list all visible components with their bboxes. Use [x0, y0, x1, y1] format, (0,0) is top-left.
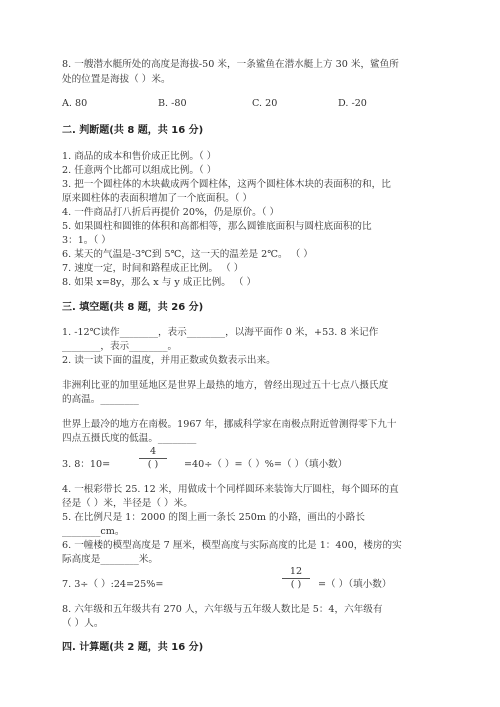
fill-q1-line2: ________，表示________。	[62, 341, 178, 352]
fill-q3-fraction	[136, 446, 170, 471]
option-c: C. 20	[252, 98, 278, 109]
option-b: B. -80	[158, 98, 187, 109]
fill-q1-line1: 1. -12℃读作________，表示________，以海平面作 0 米，+53. 8 米记作	[62, 327, 379, 338]
option-a: A. 80	[62, 98, 88, 109]
fill-q3-prefix: 3. 8：10=	[62, 459, 111, 470]
fraction-denominator: ( )	[147, 459, 159, 470]
judgement-item: 1. 商品的成本和售价成正比例。（ ）	[62, 151, 217, 162]
fill-paragraph1-line2: 的高温。________	[62, 394, 139, 405]
fill-q6-line2: 际高度是________米。	[62, 554, 158, 565]
fill-q7-prefix: 7. 3÷（ ）:24=25%=	[62, 579, 164, 590]
fill-paragraph2-line2: 四点五摄氏度的低温。________	[62, 433, 197, 444]
fraction-numerator: 12	[289, 566, 303, 577]
fill-paragraph1-line1: 非洲利比亚的加里延地区是世界上最热的地方，曾经出现过五十七点八摄氏度	[62, 380, 389, 391]
section-heading-judgement: 二. 判断题(共 8 题，共 16 分)	[62, 125, 204, 136]
fill-q4-line1: 4. 一根彩带长 25. 12 米，用做成十个同样圆环来装饰大厅圆柱，每个圆环的直	[62, 484, 399, 495]
q8-choice-line1: 8. 一艘潜水艇所处的高度是海拔-50 米，一条鲨鱼在潜水艇上方 30 米，鲨鱼所	[62, 59, 399, 70]
section-heading-fill-blank: 三. 填空题(共 8 题，共 26 分)	[62, 302, 204, 313]
judgement-item: 3：1。（ ）	[62, 235, 111, 246]
judgement-item: 3. 把一个圆柱体的木块截成两个圆柱体，这两个圆柱体木块的表面积的和，比	[62, 179, 391, 190]
section-heading-calculation: 四. 计算题(共 2 题，共 16 分)	[62, 642, 204, 653]
fill-q4-line2: 径是（ ）米，半径是（ ）米。	[62, 498, 193, 509]
q8-choice-line2: 处的位置是海拔（ ）米。	[62, 74, 171, 85]
fraction-numerator: 4	[149, 446, 157, 457]
fill-q8-line2: （ ）人。	[62, 618, 104, 629]
judgement-item: 5. 如果圆柱和圆锥的体积和高都相等，那么圆锥底面积与圆柱底面积的比	[62, 221, 372, 232]
judgement-item: 2. 任意两个比都可以组成比例。（ ）	[62, 165, 217, 176]
fill-q8-line1: 8. 六年级和五年级共有 270 人，六年级与五年级人数比是 5：4，六年级有	[62, 604, 383, 615]
fill-q7-suffix: =（ ）（填小数）	[318, 579, 392, 590]
fill-q2: 2. 读一读下面的温度，并用正数或负数表示出来。	[62, 355, 276, 366]
fill-paragraph2-line1: 世界上最冷的地方在南极。1967 年，挪威科学家在南极点附近曾测得零下九十	[62, 419, 397, 430]
judgement-item: 4. 一件商品打八折后再提价 20%，仍是原价。（ ）	[62, 207, 280, 218]
fill-q6-line1: 6. 一幢楼的模型高度是 7 厘米，模型高度与实际高度的比是 1：400，楼房的实	[62, 540, 402, 551]
fill-q3-suffix: =40÷（ ）=（ ）%=（ ）（填小数）	[184, 459, 348, 470]
fill-q7-fraction	[279, 566, 313, 591]
fraction-denominator: ( )	[290, 579, 302, 590]
judgement-item: 8. 如果 x=8y，那么 x 与 y 成正比例。 （ ）	[62, 277, 257, 288]
judgement-item: 原来圆柱体的表面积增加了一个底面积。（ ）	[62, 193, 253, 204]
judgement-item: 6. 某天的气温是-3℃到 5℃，这一天的温差是 2℃。 （ ）	[62, 249, 313, 260]
judgement-item: 7. 速度一定，时间和路程成正比例。 （ ）	[62, 263, 244, 274]
fill-q5-line1: 5. 在比例尺是 1：2000 的图上画一条长 250m 的小路，画出的小路长	[62, 512, 365, 523]
option-d: D. -20	[338, 98, 367, 109]
fill-q5-line2: ________cm。	[62, 526, 125, 537]
